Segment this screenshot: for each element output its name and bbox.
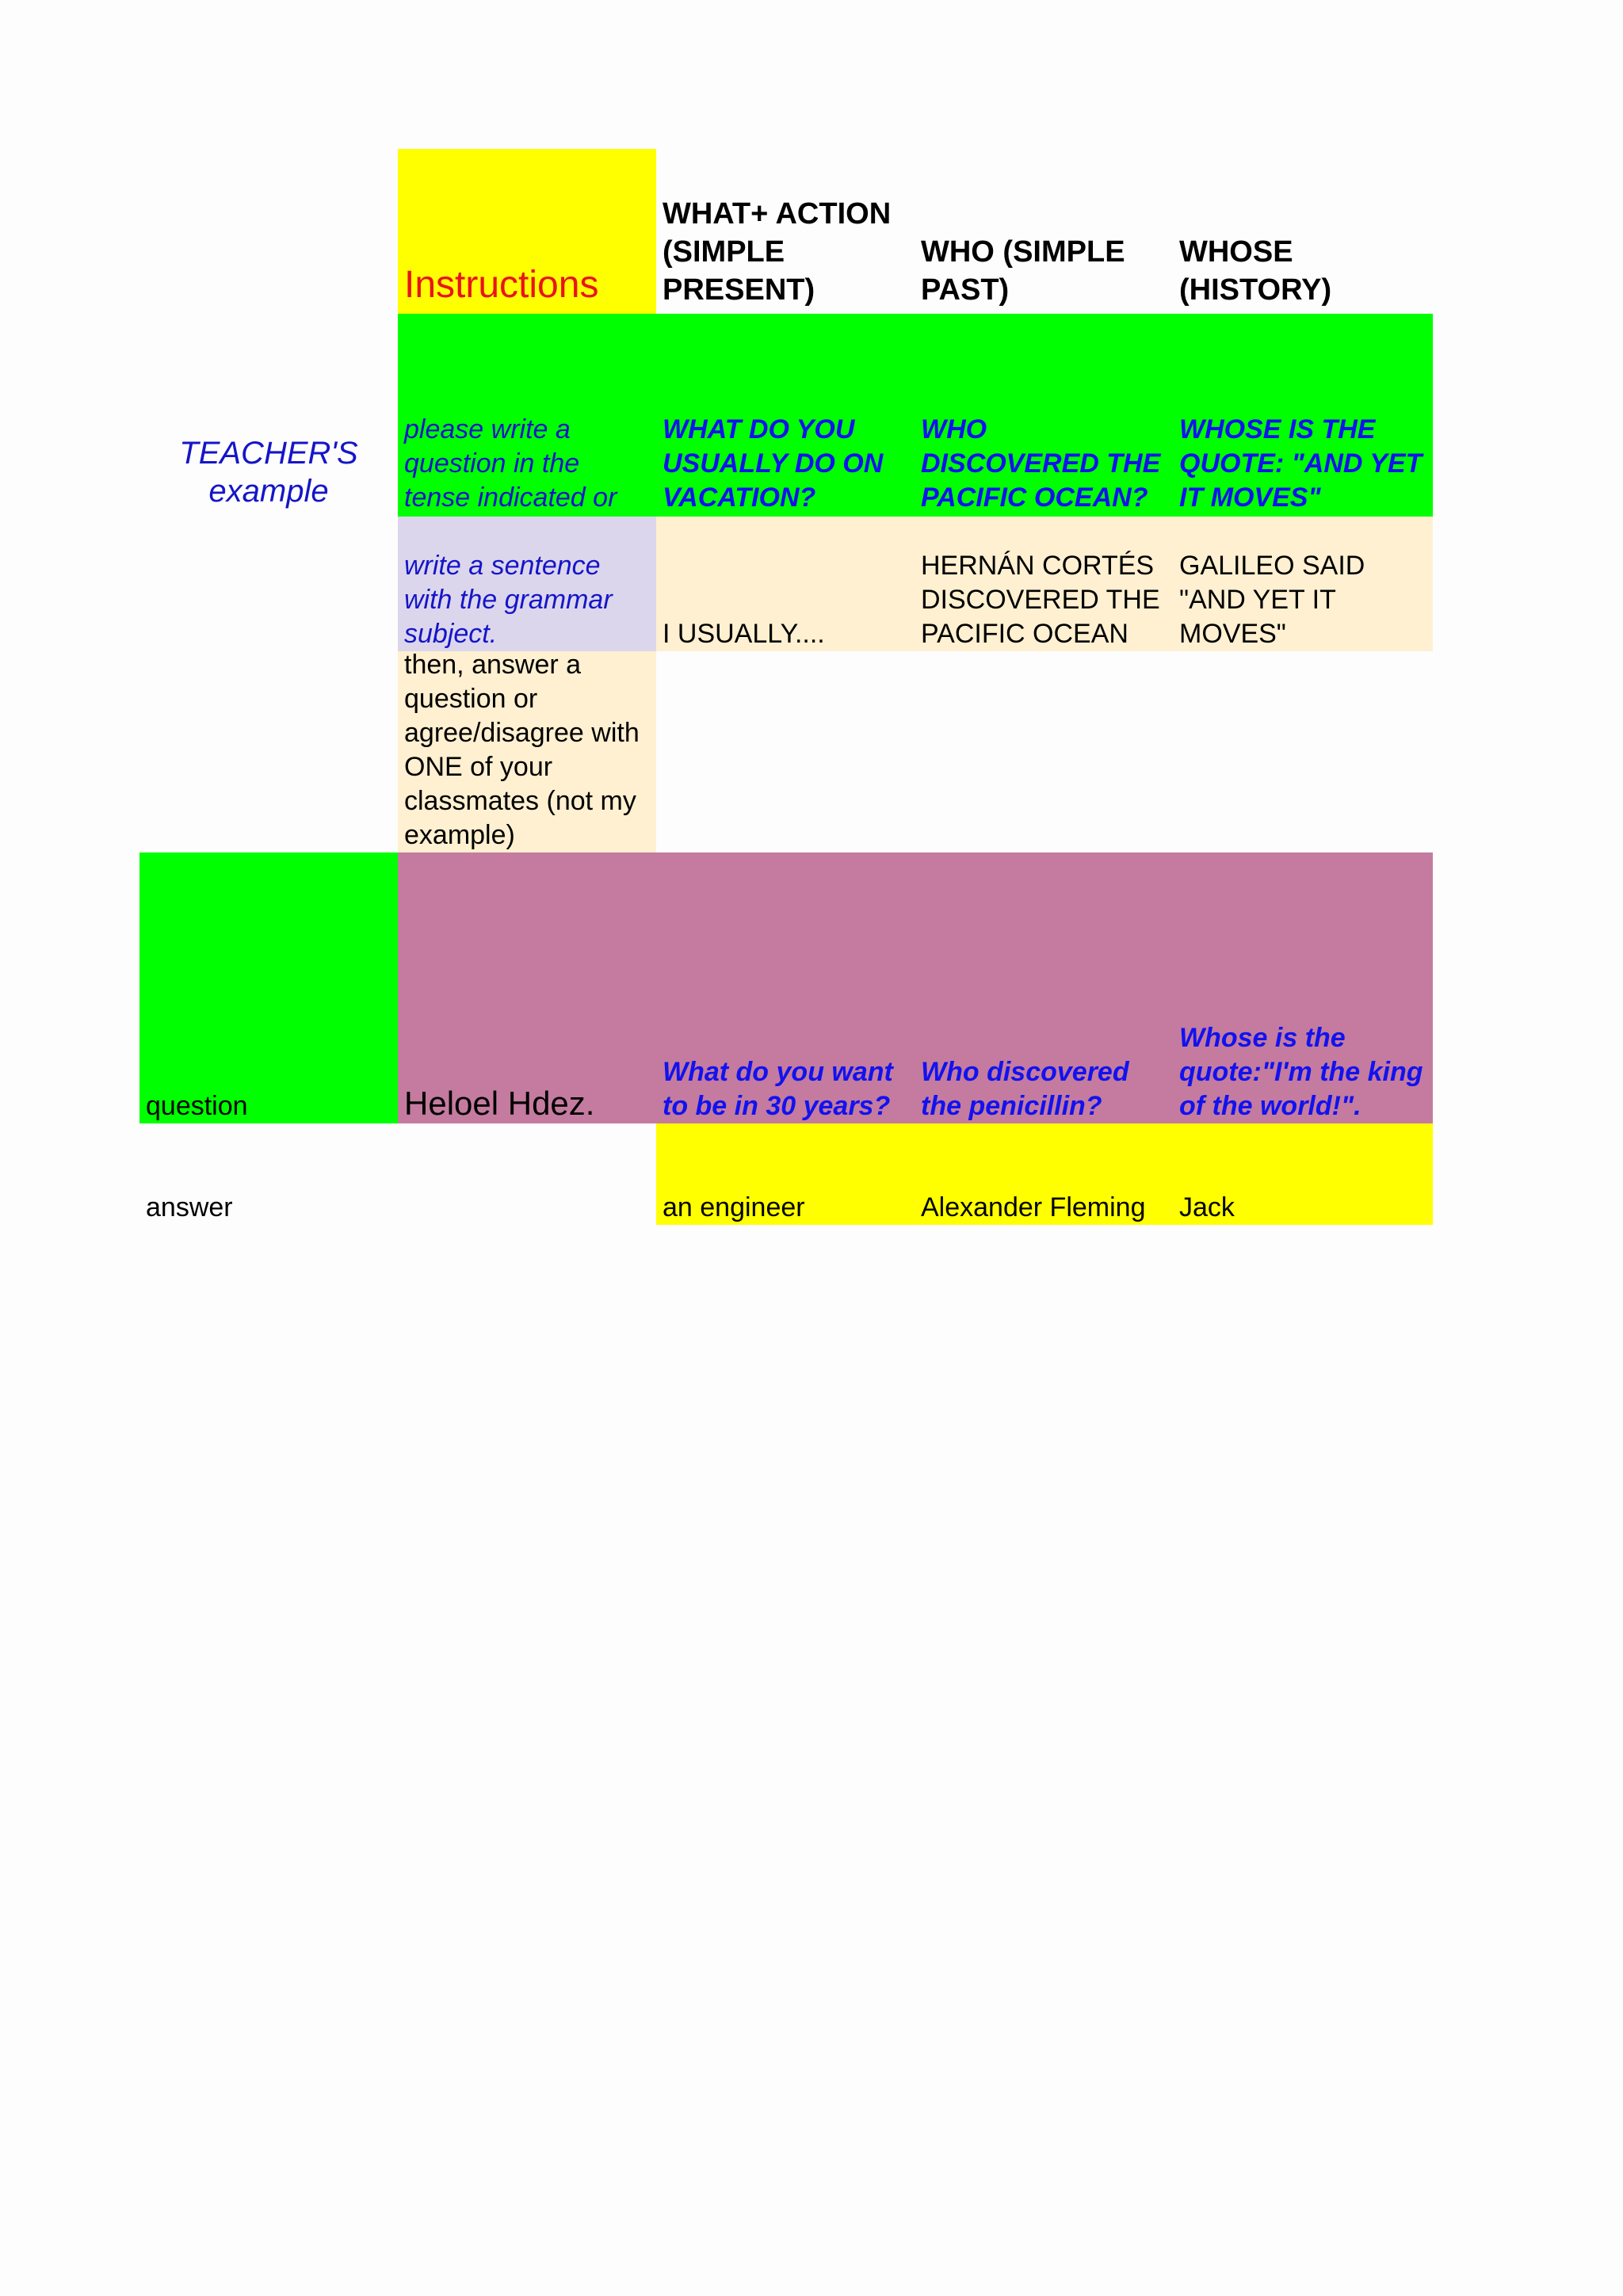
student-answer-what: an engineer — [663, 1192, 805, 1222]
teacher-answer-who: HERNÁN CORTÉS DISCOVERED THE PACIFIC OCEAN — [921, 551, 1160, 649]
teacher-question-who: WHO DISCOVERED THE PACIFIC OCEAN? — [921, 414, 1161, 513]
teacher-question-what: WHAT DO YOU USUALLY DO ON VACATION? — [663, 414, 884, 513]
column-header-who: WHO (SIMPLE PAST) — [921, 235, 1125, 307]
student-question-who: Who discovered the penicillin? — [921, 1057, 1129, 1121]
teacher-question-whose: WHOSE IS THE QUOTE: "AND YET IT MOVES" — [1179, 414, 1423, 513]
answer-label: answer — [146, 1192, 233, 1222]
column-header-what: WHAT+ ACTION (SIMPLE PRESENT) — [663, 197, 892, 307]
student-answer-who: Alexander Fleming — [921, 1192, 1146, 1222]
column-header-whose: WHOSE (HISTORY) — [1179, 235, 1332, 307]
student-answer-whose: Jack — [1179, 1192, 1235, 1222]
teacher-answer-whose: GALILEO SAID "AND YET IT MOVES" — [1179, 551, 1365, 649]
student-question-what: What do you want to be in 30 years? — [663, 1057, 893, 1121]
instruction-answer: then, answer a question or agree/disagree with ONE of your classmates (not my example) — [404, 651, 640, 850]
teacher-example-label: TEACHER'S example — [179, 436, 358, 509]
student-question-whose: Whose is the quote:"I'm the king of the world!". — [1179, 1023, 1423, 1121]
question-label: question — [146, 1091, 248, 1121]
instruction-sentence: write a sentence with the grammar subject. — [404, 551, 613, 649]
instructions-header — [398, 149, 656, 314]
instruction-question: please write a question in the tense indicated or — [404, 414, 617, 513]
instructions-title: Instructions — [404, 264, 599, 306]
teacher-answer-what: I USUALLY.... — [663, 619, 825, 649]
student-name: Heloel Hdez. — [404, 1085, 595, 1122]
